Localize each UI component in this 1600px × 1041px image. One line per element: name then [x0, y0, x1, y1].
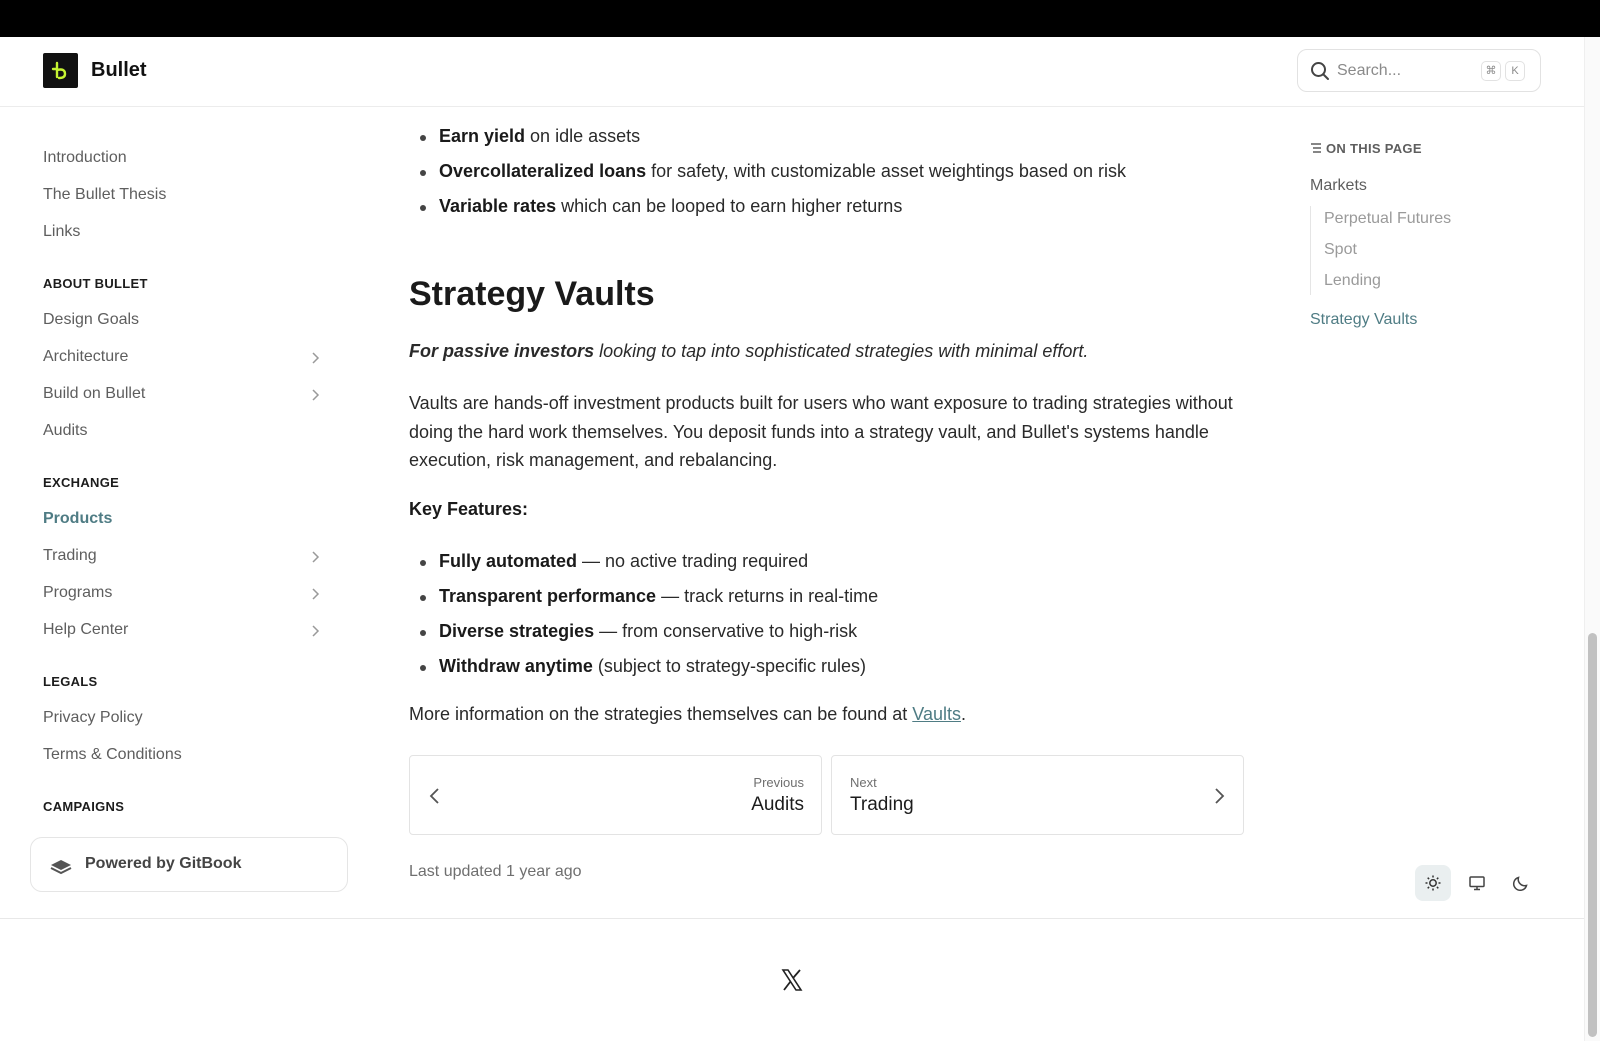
- sun-icon: [1424, 874, 1442, 892]
- bullet-logo-icon: [50, 60, 72, 82]
- dark-theme-button[interactable]: [1503, 865, 1539, 901]
- footer-divider: [0, 918, 1584, 919]
- vaults-link[interactable]: Vaults: [912, 704, 961, 724]
- powered-by-gitbook-button[interactable]: [30, 837, 348, 892]
- next-label: Next: [850, 775, 877, 790]
- scrollbar-thumb[interactable]: [1588, 633, 1597, 1037]
- toc-heading: ON THIS PAGE: [1310, 141, 1422, 156]
- toc-item-strategy-vaults[interactable]: Strategy Vaults: [1310, 311, 1418, 328]
- search-icon: [1310, 61, 1330, 81]
- list-item: Earn yield on idle assets: [439, 126, 641, 146]
- moon-icon: [1512, 874, 1530, 892]
- toc-nest-line: [1310, 206, 1311, 295]
- site-header: [0, 37, 1584, 107]
- sidebar-item-privacy-policy[interactable]: Privacy Policy: [43, 709, 143, 726]
- chevron-left-icon: [428, 787, 442, 805]
- next-page-card[interactable]: [831, 755, 1244, 835]
- description-paragraph: Vaults are hands-off investment products built for users who want exposure to trading strategies without doing the hard work themselves. You deposit funds into a strategy vault, and Bullet's systems handle execution, risk management, and rebalancing.: [409, 393, 1233, 470]
- list-item: Withdraw anytime (subject to strategy-specific rules): [439, 656, 866, 676]
- chevron-right-icon[interactable]: [308, 351, 322, 365]
- last-updated: Last updated 1 year ago: [409, 863, 582, 880]
- gitbook-icon: [49, 853, 73, 877]
- sidebar-item-bullet-thesis[interactable]: The Bullet Thesis: [43, 186, 167, 203]
- bullet-logo[interactable]: [43, 53, 78, 88]
- previous-label: Previous: [753, 775, 804, 790]
- sidebar-item-audits[interactable]: Audits: [43, 422, 88, 439]
- sidebar-item-help-center[interactable]: Help Center: [43, 621, 129, 638]
- sidebar-section-legals: LEGALS: [43, 674, 98, 689]
- chevron-right-icon[interactable]: [308, 550, 322, 564]
- chevron-right-icon[interactable]: [308, 587, 322, 601]
- shortcut-k-key: K: [1505, 61, 1525, 81]
- previous-page-card[interactable]: [409, 755, 822, 835]
- chevron-right-icon[interactable]: [308, 624, 322, 638]
- light-theme-button[interactable]: [1415, 865, 1451, 901]
- list-icon: [1310, 142, 1322, 154]
- brand-name[interactable]: Bullet: [91, 59, 147, 81]
- sidebar-item-design-goals[interactable]: Design Goals: [43, 311, 140, 328]
- section-heading: Strategy Vaults: [409, 275, 655, 313]
- sidebar-item-architecture[interactable]: Architecture: [43, 348, 129, 365]
- shortcut-cmd-key: ⌘: [1481, 61, 1501, 81]
- toc-item-lending[interactable]: Lending: [1324, 272, 1381, 289]
- sidebar-item-links[interactable]: Links: [43, 223, 81, 240]
- list-item: Fully automated — no active trading required: [439, 551, 809, 571]
- sidebar-item-terms[interactable]: Terms & Conditions: [43, 746, 182, 763]
- list-item: Variable rates which can be looped to earn higher returns: [439, 196, 903, 216]
- list-item: Transparent performance — track returns in real-time: [439, 586, 879, 606]
- sidebar-item-trading[interactable]: Trading: [43, 547, 97, 564]
- toc-item-spot[interactable]: Spot: [1324, 241, 1357, 258]
- browser-top-bar: [0, 0, 1600, 37]
- system-theme-button[interactable]: [1459, 865, 1495, 901]
- chevron-right-icon[interactable]: [308, 388, 322, 402]
- toc-item-perpetual-futures[interactable]: Perpetual Futures: [1324, 210, 1452, 227]
- chevron-right-icon: [1212, 787, 1226, 805]
- key-features-label: Key Features:: [409, 499, 529, 519]
- search-box[interactable]: [1297, 49, 1541, 92]
- x-twitter-icon[interactable]: [780, 968, 804, 992]
- lead-text: For passive investors looking to tap into sophisticated strategies with minimal effort.: [409, 341, 1089, 361]
- sidebar-section-exchange: EXCHANGE: [43, 475, 120, 490]
- monitor-icon: [1468, 874, 1486, 892]
- sidebar-item-introduction[interactable]: Introduction: [43, 149, 127, 166]
- list-item: Overcollateralized loans for safety, with customizable asset weightings based on risk: [439, 161, 1126, 181]
- powered-by-label: Powered by GitBook: [85, 855, 242, 872]
- more-info-text: More information on the strategies themselves can be found at Vaults.: [409, 704, 966, 724]
- sidebar-item-programs[interactable]: Programs: [43, 584, 113, 601]
- next-title: Trading: [850, 794, 914, 815]
- sidebar-section-campaigns: CAMPAIGNS: [43, 799, 125, 814]
- sidebar-item-build-on-bullet[interactable]: Build on Bullet: [43, 385, 146, 402]
- previous-title: Audits: [751, 794, 804, 815]
- list-item: Diverse strategies — from conservative to high-risk: [439, 621, 858, 641]
- toc-item-markets[interactable]: Markets: [1310, 177, 1367, 194]
- search-placeholder: Search...: [1337, 62, 1402, 79]
- page-scrollbar[interactable]: [1584, 37, 1600, 1041]
- sidebar-section-about: ABOUT BULLET: [43, 276, 148, 291]
- sidebar-item-products[interactable]: Products: [43, 510, 113, 527]
